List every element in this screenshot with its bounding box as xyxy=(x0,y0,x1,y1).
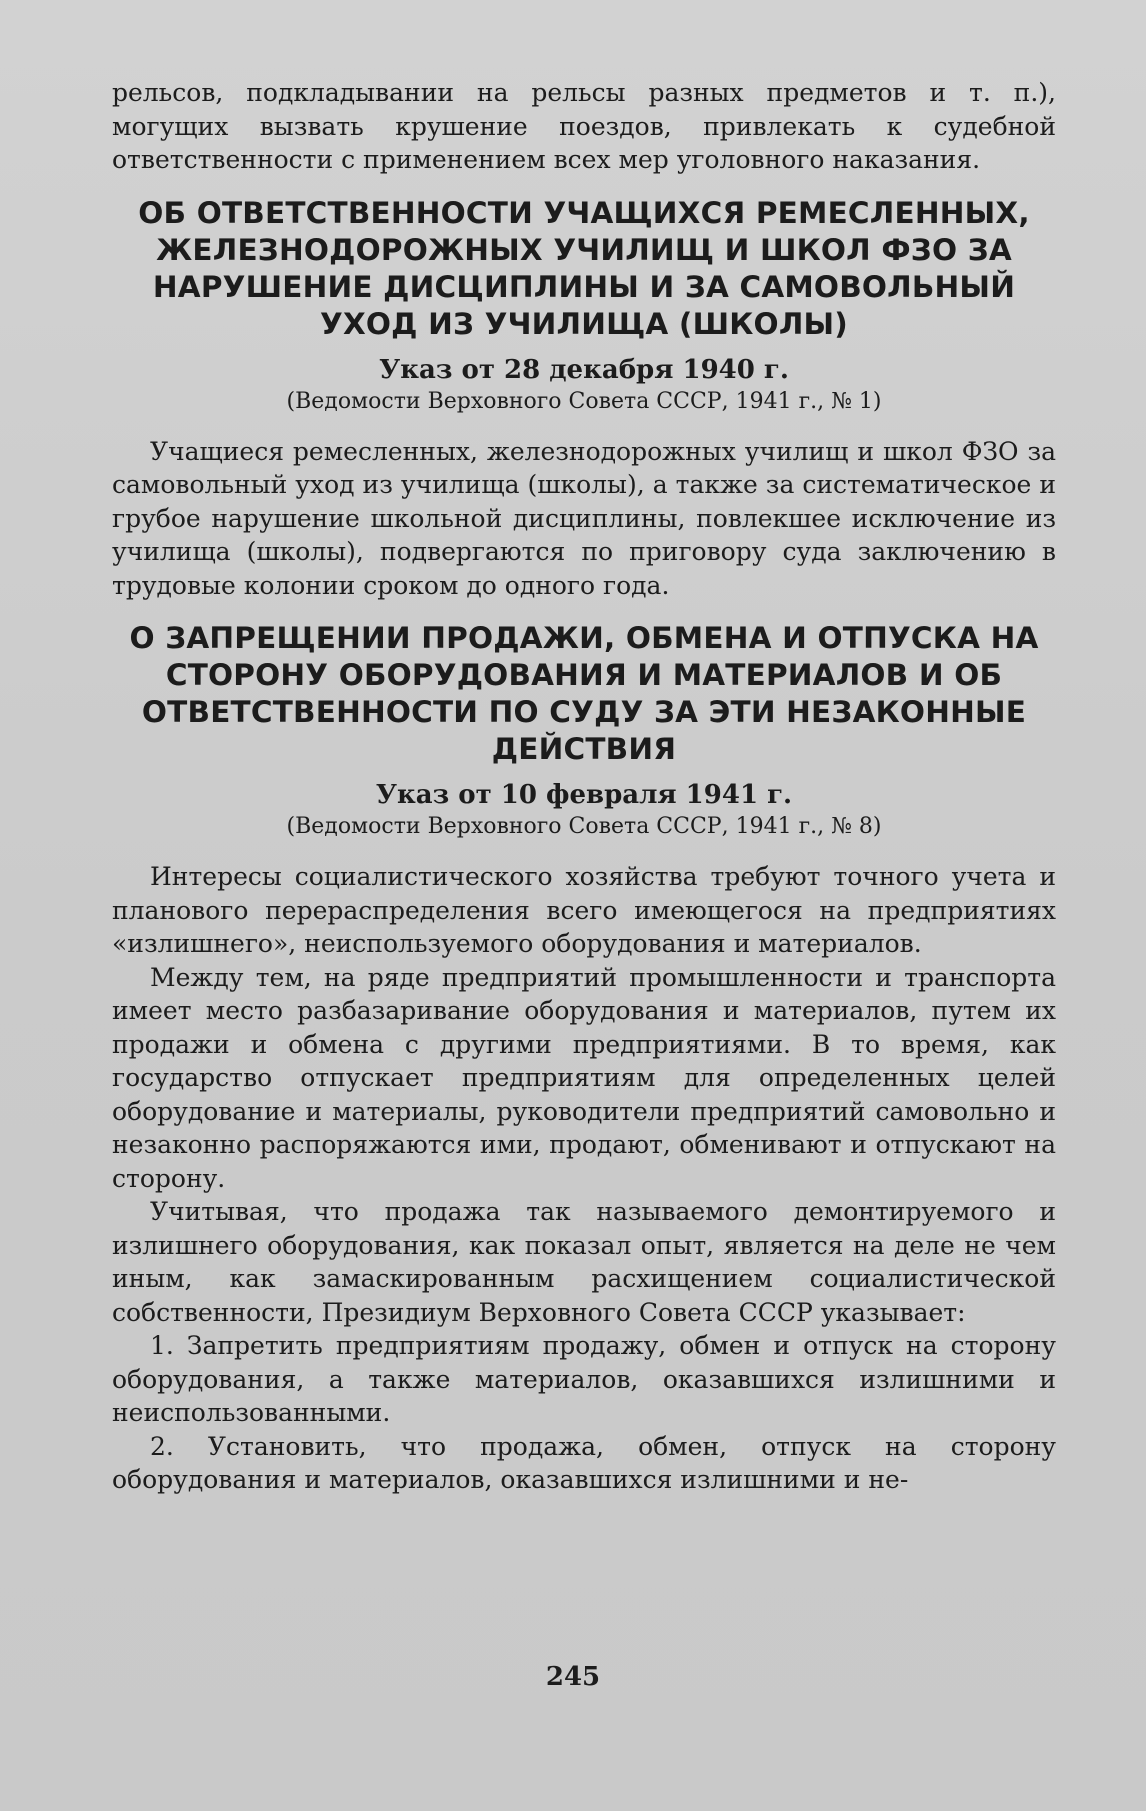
section-2-decree-title: Указ от 10 февраля 1941 г. xyxy=(375,780,793,810)
section-2-paragraph: Интересы социалистического хозяйства требуют точного учета и планового перераспределения всего имеющегося на предприятиях «излишнего», неиспользуемого оборудования и материалов. xyxy=(112,862,1056,958)
section-1-paragraph: Учащиеся ремесленных, железнодорожных училищ и школ ФЗО за самовольный уход из училища (школы), а также за систематическое и грубое нарушение школьной дисциплины, повлекшее исключение из училища (школы), подвергаются по приговору суда заключению в трудовые колонии сроком до одного года. xyxy=(112,436,1056,600)
continued-paragraph: рельсов, подкладывании на рельсы разных предметов и т. п.), могущих вызвать крушение поездов, привлекать к судебной ответственности с применением всех мер уголовного наказания. xyxy=(112,78,1056,174)
section-2-paragraph: 2. Установить, что продажа, обмен, отпуск на сторону оборудования и материалов, оказавшихся излишними и не- xyxy=(112,1431,1056,1494)
section-1-source: (Ведомости Верховного Совета СССР, 1941 г., № 1) xyxy=(286,388,882,414)
page-number: 245 xyxy=(545,1662,601,1692)
section-2-paragraph: Между тем, на ряде предприятий промышленности и транспорта имеет место разбазаривание оборудования и материалов, путем их продажи и обмена с другими предприятиями. В то время, как государство отпускает предприятиям для определенных целей оборудование и материалы, руководители предприятий самовольно и незаконно распоряжаются ими, продают, обменивают и отпускают на сторону. xyxy=(112,962,1056,1193)
section-2-paragraph: Учитывая, что продажа так называемого демонтируемого и излишнего оборудования, как показал опыт, является на деле не чем иным, как замаскированным расхищением социалистической собственности, Президиум Верховного Совета СССР указывает: xyxy=(112,1197,1056,1327)
section-2-heading: О ЗАПРЕЩЕНИИ ПРОДАЖИ, ОБМЕНА И ОТПУСКА НА СТОРОНУ ОБОРУДОВАНИЯ И МАТЕРИАЛОВ И ОБ ОТВЕТСТВЕННОСТИ ПО СУДУ ЗА ЭТИ НЕЗАКОННЫЕ ДЕЙСТВИЯ xyxy=(129,621,1039,766)
text-column xyxy=(112,76,1056,1497)
section-1-heading: ОБ ОТВЕТСТВЕННОСТИ УЧАЩИХСЯ РЕМЕСЛЕННЫХ, ЖЕЛЕЗНОДОРОЖНЫХ УЧИЛИЩ И ШКОЛ ФЗО ЗА НАРУШЕНИЕ ДИСЦИПЛИНЫ И ЗА САМОВОЛЬНЫЙ УХОД ИЗ УЧИЛИЩА (ШКОЛЫ) xyxy=(138,195,1030,341)
section-2-paragraph: 1. Запретить предприятиям продажу, обмен и отпуск на сторону оборудования, а также материалов, оказавшихся излишними и неиспользованными. xyxy=(112,1331,1056,1427)
section-2-source: (Ведомости Верховного Совета СССР, 1941 г., № 8) xyxy=(286,814,882,839)
section-1-decree-title: Указ от 28 декабря 1940 г. xyxy=(379,354,789,385)
